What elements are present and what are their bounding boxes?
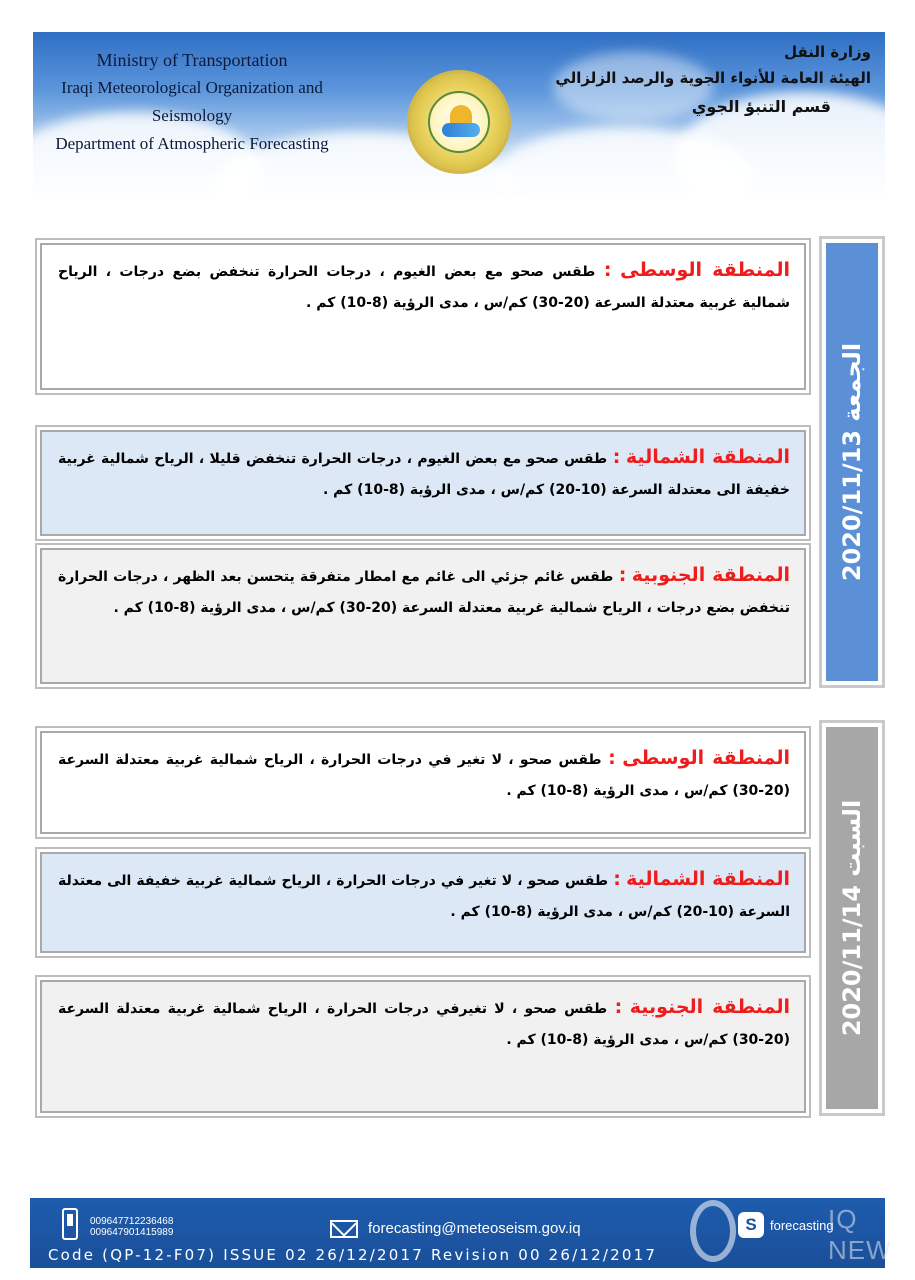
watermark-text: IQ NEW (828, 1204, 892, 1265)
department-name-en: Department of Atmospheric Forecasting (55, 134, 329, 153)
ministry-name-ar: وزارة النقل (784, 43, 871, 61)
region-title: المنطقة الشمالية (626, 868, 790, 890)
footer-bar (30, 1198, 885, 1268)
forecast-box-day2-central: المنطقة الوسطى : طقس صحو ، لا تغير في درجات الحرارة ، الرياح شمالية غربية معتدلة السرعة (20-30) كم/س ، مدى الرؤية (8-10) كم . (35, 726, 811, 839)
document-code-line: Code (QP-12-F07) ISSUE 02 26/12/2017 Revision 00 26/12/2017 (48, 1246, 658, 1264)
phone-numbers (90, 1216, 173, 1238)
forecast-text: طقس صحو مع بعض الغيوم ، درجات الحرارة تنخفض قليلا ، الرياح شمالية غربية خفيفة الى معتدلة السرعة (10-20) كم/س ، مدى الرؤية (8-10) كم . (58, 451, 790, 498)
region-title: المنطقة الوسطى (620, 259, 791, 281)
forecast-text: طقس صحو مع بعض الغيوم ، درجات الحرارة تنخفض بضع درجات ، الرياح شمالية غربية معتدلة السرعة (20-30) كم/س ، مدى الرؤية (8-10) كم . (58, 264, 790, 311)
day-tab-saturday (819, 720, 885, 1116)
region-title: المنطقة الشمالية (625, 446, 790, 468)
day-label-saturday: السبت 2020/11/14 (838, 799, 866, 1037)
day-label-friday: الجمعة 2020/11/13 (838, 342, 866, 582)
skype-handle[interactable]: forecasting (770, 1218, 834, 1233)
forecast-box-day1-central: المنطقة الوسطى : طقس صحو مع بعض الغيوم ، درجات الحرارة تنخفض بضع درجات ، الرياح شمالية غربية معتدلة السرعة (20-30) كم/س ، مدى الرؤية (8-10) كم . (35, 238, 811, 395)
ministry-name-en: Ministry of Transportation (96, 50, 288, 70)
forecast-box-day2-south: المنطقة الجنوبية : طقس صحو ، لا تغيرفي درجات الحرارة ، الرياح شمالية غربية معتدلة السرعة (20-30) كم/س ، مدى الرؤية (8-10) كم . (35, 975, 811, 1118)
forecast-box-day1-north: المنطقة الشمالية : طقس صحو مع بعض الغيوم ، درجات الحرارة تنخفض قليلا ، الرياح شمالية غربية خفيفة الى معتدلة السرعة (10-20) كم/س ، مدى الرؤية (8-10) كم . (35, 425, 811, 541)
forecast-text: طقس صحو ، لا تغير في درجات الحرارة ، الرياح شمالية غربية خفيفة الى معتدلة السرعة (10-20) كم/س ، مدى الرؤية (8-10) كم . (58, 873, 790, 920)
mail-icon (330, 1220, 358, 1238)
header-banner (33, 32, 885, 196)
region-title: المنطقة الوسطى (622, 747, 791, 769)
organization-name-ar: الهيئة العامة للأنواء الجوية والرصد الزلزالي (555, 69, 871, 87)
region-title: المنطقة الجنوبية (629, 996, 790, 1018)
header-english-block (47, 46, 337, 158)
phone-number-1: 009647712236468 (90, 1216, 174, 1227)
forecast-box-day2-north: المنطقة الشمالية : طقس صحو ، لا تغير في درجات الحرارة ، الرياح شمالية غربية خفيفة الى معتدلة السرعة (10-20) كم/س ، مدى الرؤية (8-10) كم . (35, 847, 811, 958)
organization-name-en: Iraqi Meteorological Organization and Seismology (61, 78, 323, 125)
forecast-text: طقس صحو ، لا تغيرفي درجات الحرارة ، الرياح شمالية غربية معتدلة السرعة (20-30) كم/س ، مدى الرؤية (8-10) كم . (58, 1001, 790, 1048)
forecast-text: طقس صحو ، لا تغير في درجات الحرارة ، الرياح شمالية غربية معتدلة السرعة (20-30) كم/س ، مدى الرؤية (8-10) كم . (58, 752, 790, 799)
contact-email[interactable]: forecasting@meteoseism.gov.iq (368, 1220, 581, 1237)
organization-logo (407, 70, 511, 174)
phone-number-2: 009647901415989 (90, 1227, 174, 1238)
phone-icon (62, 1208, 78, 1240)
day-tab-friday (819, 236, 885, 688)
header-arabic-block (555, 40, 871, 122)
forecast-text: طقس غائم جزئي الى غائم مع امطار متفرقة يتحسن بعد الظهر ، درجات الحرارة تنخفض بضع درجات ، الرياح شمالية غربية معتدلة السرعة (20-30) كم/س ، مدى الرؤية (8-10) كم . (58, 569, 790, 616)
skype-icon: S (738, 1212, 764, 1238)
region-title: المنطقة الجنوبية (631, 564, 790, 586)
forecast-box-day1-south: المنطقة الجنوبية : طقس غائم جزئي الى غائم مع امطار متفرقة يتحسن بعد الظهر ، درجات الحرارة تنخفض بضع درجات ، الرياح شمالية غربية معتدلة السرعة (20-30) كم/س ، مدى الرؤية (8-10) كم . (35, 543, 811, 689)
department-name-ar: قسم التنبؤ الجوي (691, 97, 831, 116)
